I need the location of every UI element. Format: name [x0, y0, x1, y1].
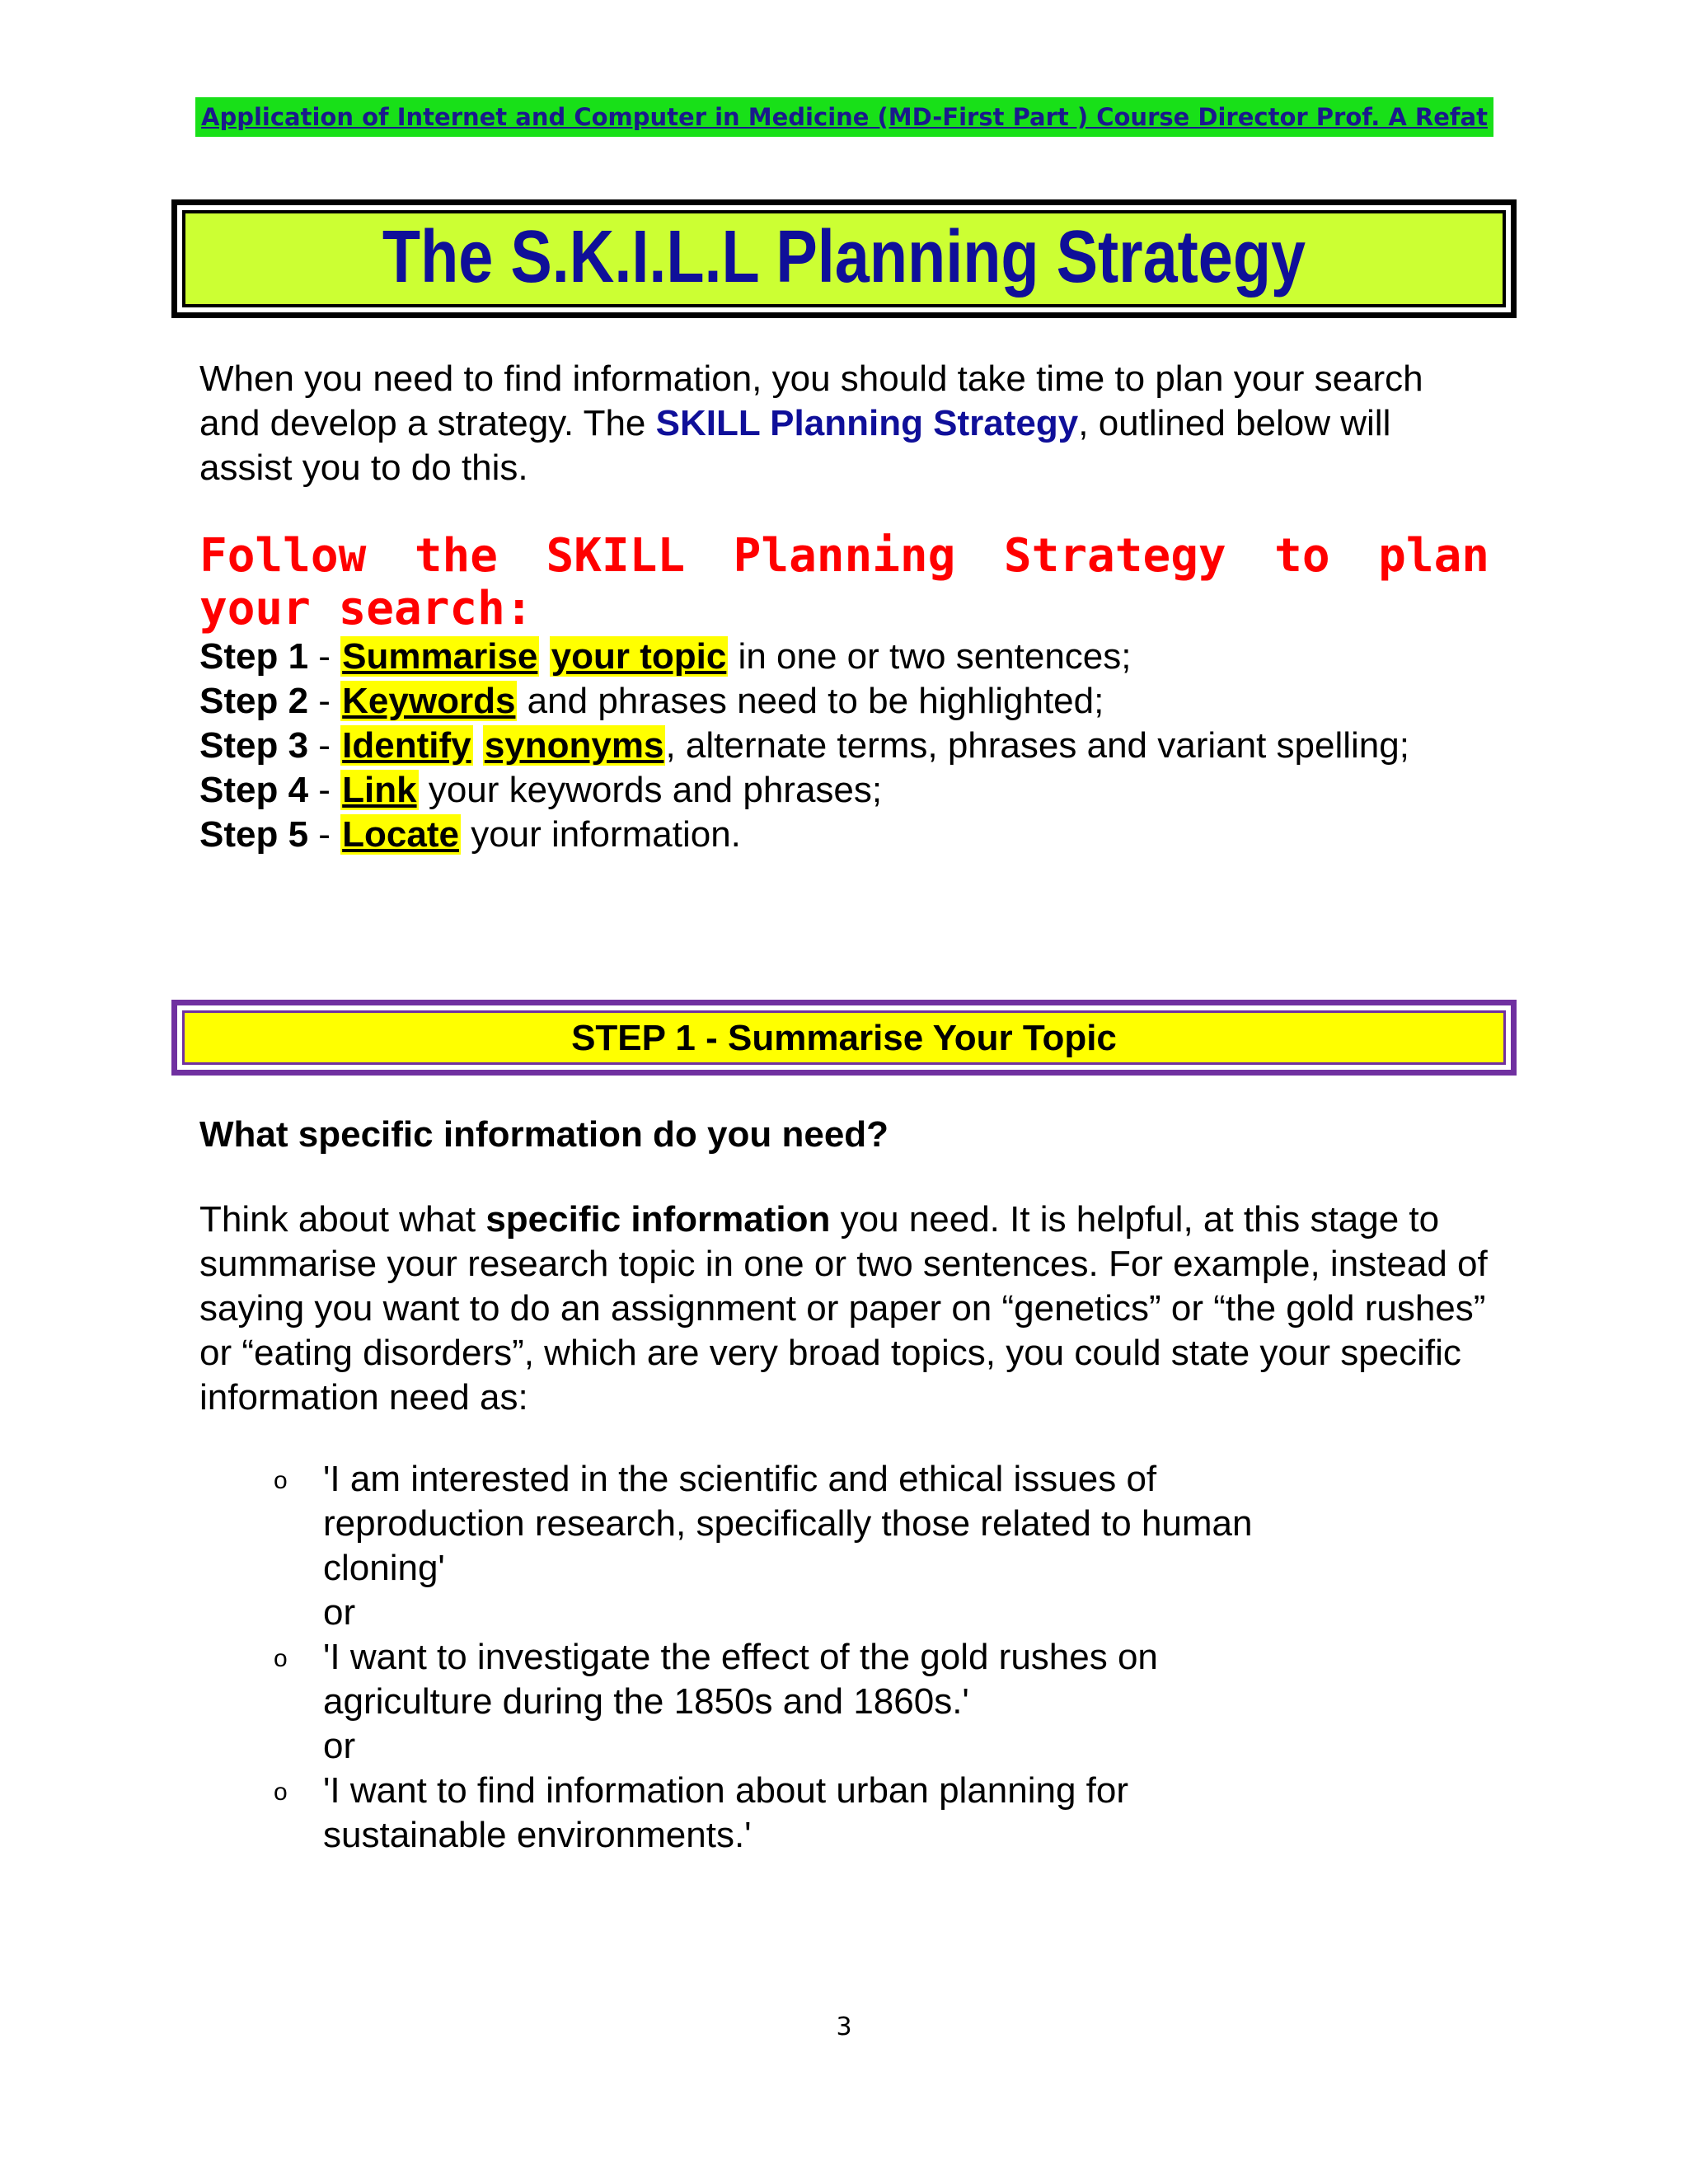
- or-separator: or: [323, 1726, 356, 1766]
- list-item-text: 'I want to find information about urban planning for sustainable environments.': [323, 1770, 1129, 1855]
- bullet-icon: o: [274, 1779, 288, 1806]
- list-item-text: 'I want to investigate the effect of the gold rushes on agriculture during the 1850s and 1860s.': [323, 1637, 1158, 1722]
- step-separator: -: [308, 636, 341, 677]
- intro-text-after: , outlined below will assist you to do this.: [199, 403, 1391, 488]
- step-highlight: Keywords: [342, 681, 516, 721]
- list-item: [199, 1769, 1271, 1858]
- title-box: [182, 210, 1506, 307]
- bullet-icon: o: [274, 1645, 288, 1672]
- or-separator: or: [323, 1592, 356, 1633]
- list-item: [199, 1635, 1271, 1724]
- step-text: your keywords and phrases;: [418, 770, 883, 810]
- list-item-text: 'I am interested in the scientific and ethical issues of reproduction research, specifically those related to human cloning': [323, 1459, 1253, 1588]
- step1-heading: STEP 1 - Summarise Your Topic: [182, 1010, 1506, 1065]
- step-text: your information.: [460, 814, 741, 855]
- step-separator: -: [308, 814, 341, 855]
- step-text: in one or two sentences;: [728, 636, 1132, 677]
- steps-list: [199, 635, 1409, 857]
- step-separator: -: [308, 681, 341, 721]
- title-frame: [171, 199, 1517, 318]
- step-item: [199, 679, 1409, 724]
- step-item: [199, 813, 1409, 857]
- step-label: Step 2: [199, 681, 309, 721]
- page-number: 3: [836, 2013, 852, 2041]
- list-item: [199, 1457, 1271, 1591]
- step-label: Step 3: [199, 725, 309, 766]
- step-item: [199, 768, 1409, 813]
- step1-frame: [171, 1000, 1517, 1076]
- step-label: Step 5: [199, 814, 309, 855]
- step-text: and phrases need to be highlighted;: [517, 681, 1104, 721]
- paragraph-bold: specific information: [485, 1199, 831, 1240]
- example-list: [199, 1457, 1271, 1858]
- course-header: Application of Internet and Computer in Medicine (MD-First Part ) Course Director Prof. A Refat: [195, 97, 1493, 137]
- step-label: Step 4: [199, 770, 309, 810]
- section-question: What specific information do you need?: [199, 1114, 889, 1155]
- follow-heading: Follow the SKILL Planning Strategy to plan your search:: [199, 529, 1489, 635]
- step-item: [199, 724, 1409, 768]
- intro-emphasis: SKILL Planning Strategy: [655, 403, 1079, 443]
- paragraph-text-after: you need. It is helpful, at this stage to summarise your research topic in one or two sentences. For example, instead of saying you want to do an assignment or paper on “genetics” or “the gold rushes” or “eating disorders”, which are very broad topics, you could state your specific information need as:: [199, 1199, 1488, 1418]
- step-separator: -: [308, 770, 341, 810]
- paragraph-text-before: Think about what: [199, 1199, 486, 1240]
- step-highlight: your topic: [551, 636, 727, 677]
- step-highlight: Locate: [342, 814, 459, 855]
- body-paragraph: [199, 1197, 1493, 1420]
- step-highlight: Summarise: [342, 636, 538, 677]
- bullet-icon: o: [274, 1467, 288, 1494]
- page-title: The S.K.I.L.L Planning Strategy: [382, 216, 1306, 298]
- step-highlight: Identify: [342, 725, 471, 766]
- step-label: Step 1: [199, 636, 309, 677]
- intro-paragraph: [199, 357, 1485, 490]
- step-highlight: synonyms: [484, 725, 664, 766]
- step-text: , alternate terms, phrases and variant spelling;: [665, 725, 1409, 766]
- step-separator: -: [308, 725, 341, 766]
- step-item: [199, 635, 1409, 679]
- intro-text-before: When you need to find information, you should take time to plan your search and develop a strategy. The: [199, 359, 1423, 443]
- step-highlight: Link: [342, 770, 417, 810]
